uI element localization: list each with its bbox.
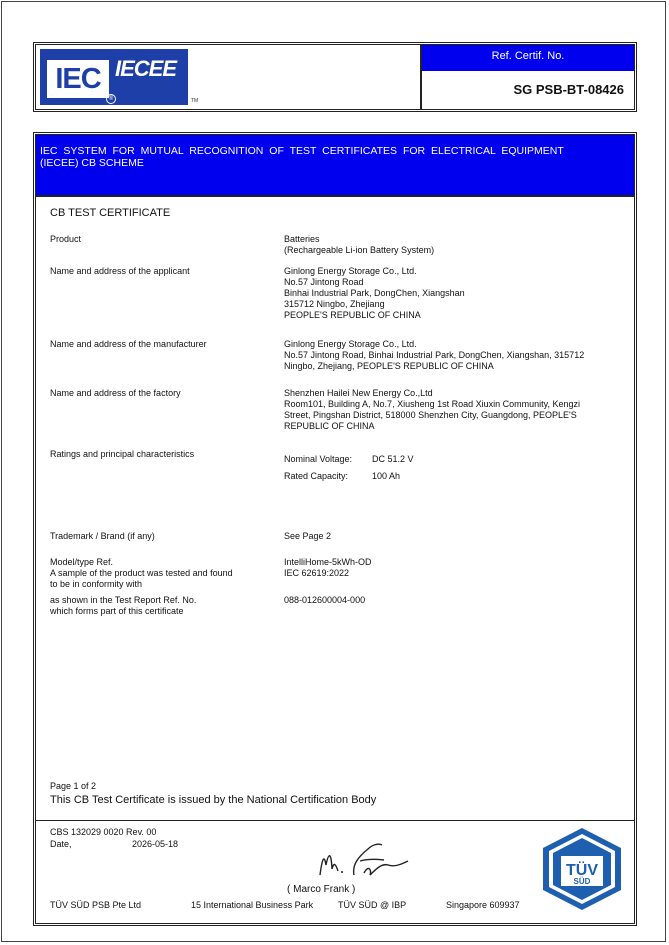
handwritten-signature	[312, 835, 432, 887]
issued-statement: This CB Test Certificate is issued by the National Certification Body	[50, 794, 377, 806]
product-line: (Rechargeable Li-ion Battery System)	[284, 245, 435, 255]
ref-certif-number: SG PSB-BT-08426	[513, 82, 624, 97]
factory-line: Shenzhen Hailei New Energy Co.,Ltd	[284, 388, 433, 398]
reference-box	[422, 45, 634, 109]
rated-capacity-label: Rated Capacity:	[284, 471, 349, 481]
tuv-logo-bottom: SÜD	[573, 877, 591, 886]
certificate-title: CB TEST CERTIFICATE	[50, 207, 171, 219]
signatory-name: ( Marco Frank )	[287, 884, 356, 895]
sample-label: to be in conformity with	[50, 579, 143, 589]
factory-line: REPUBLIC OF CHINA	[284, 421, 375, 431]
standard-value: IEC 62619:2022	[284, 568, 350, 578]
date-value: 2026-05-18	[132, 839, 179, 849]
trademark-label: Trademark / Brand (if any)	[50, 531, 155, 541]
report-label: which forms part of this certificate	[50, 606, 184, 616]
nominal-voltage-label: Nominal Voltage:	[284, 454, 353, 464]
ref-certif-label: Ref. Certif. No.	[422, 45, 634, 71]
trademark-value: See Page 2	[284, 531, 332, 541]
product-line: Batteries	[284, 234, 320, 244]
iecee-logo-text: IECEE	[115, 56, 177, 81]
ratings-label: Ratings and principal characteristics	[50, 449, 195, 459]
manufacturer-label: Name and address of the manufacturer	[50, 339, 207, 349]
tuv-logo-top: TÜV	[566, 862, 598, 879]
applicant-line: PEOPLE'S REPUBLIC OF CHINA	[284, 310, 421, 320]
manufacturer-line: Ginlong Energy Storage Co., Ltd.	[284, 339, 417, 349]
applicant-label: Name and address of the applicant	[50, 266, 190, 276]
logo-area	[36, 45, 422, 109]
model-label: Model/type Ref.	[50, 557, 114, 567]
report-label: as shown in the Test Report Ref. No.	[50, 595, 197, 605]
trademark-icon: TM	[191, 98, 199, 104]
page-indicator: Page 1 of 2	[50, 781, 97, 791]
report-value: 088-012600004-000	[284, 595, 366, 605]
manufacturer-line: No.57 Jintong Road, Binhai Industrial Park, DongChen, Xiangshan, 315712	[284, 350, 585, 360]
company-address: 15 International Business Park	[191, 900, 314, 910]
banner-line-1: IEC SYSTEM FOR MUTUAL RECOGNITION OF TEST CERTIFICATES FOR ELECTRICAL EQUIPMENT	[40, 145, 564, 157]
factory-line: Room101, Building A, No.7, Xiusheng 1st Road Xiuxin Community, Kengzi	[284, 399, 580, 409]
factory-label: Name and address of the factory	[50, 388, 181, 398]
scheme-banner	[36, 135, 634, 195]
form-code: CBS 132029 0020 Rev. 00	[50, 827, 157, 837]
registered-icon: ®	[106, 94, 116, 104]
applicant-line: 315712 Ningbo, Zhejiang	[284, 299, 385, 309]
company-address-building: TÜV SÜD @ IBP	[338, 900, 407, 910]
sample-label: A sample of the product was tested and found	[50, 568, 233, 578]
applicant-line: No.57 Jintong Road	[284, 277, 364, 287]
tuv-sud-logo	[539, 826, 625, 912]
model-value: IntelliHome-5kWh-OD	[284, 557, 372, 567]
footer-divider	[36, 820, 634, 821]
nominal-voltage-value: DC 51.2 V	[372, 454, 414, 464]
banner-line-2: (IECEE) CB SCHEME	[40, 157, 144, 169]
certificate-body	[33, 132, 637, 926]
iec-iecee-logo	[40, 49, 188, 105]
date-label: Date,	[50, 839, 72, 849]
factory-line: Street, Pingshan District, 518000 Shenzhen City, Guangdong, PEOPLE'S	[284, 410, 577, 420]
company-name: TÜV SÜD PSB Pte Ltd	[50, 900, 142, 910]
iec-logo-text: IEC	[47, 60, 109, 98]
company-city: Singapore 609937	[446, 900, 520, 910]
certificate-header	[33, 42, 637, 112]
rated-capacity-value: 100 Ah	[372, 471, 401, 481]
applicant-line: Binhai Industrial Park, DongChen, Xiangshan	[284, 288, 465, 298]
applicant-line: Ginlong Energy Storage Co., Ltd.	[284, 266, 417, 276]
banner-divider	[36, 195, 634, 197]
manufacturer-line: Ningbo, Zhejiang, PEOPLE'S REPUBLIC OF CHINA	[284, 361, 494, 371]
product-label: Product	[50, 234, 82, 244]
